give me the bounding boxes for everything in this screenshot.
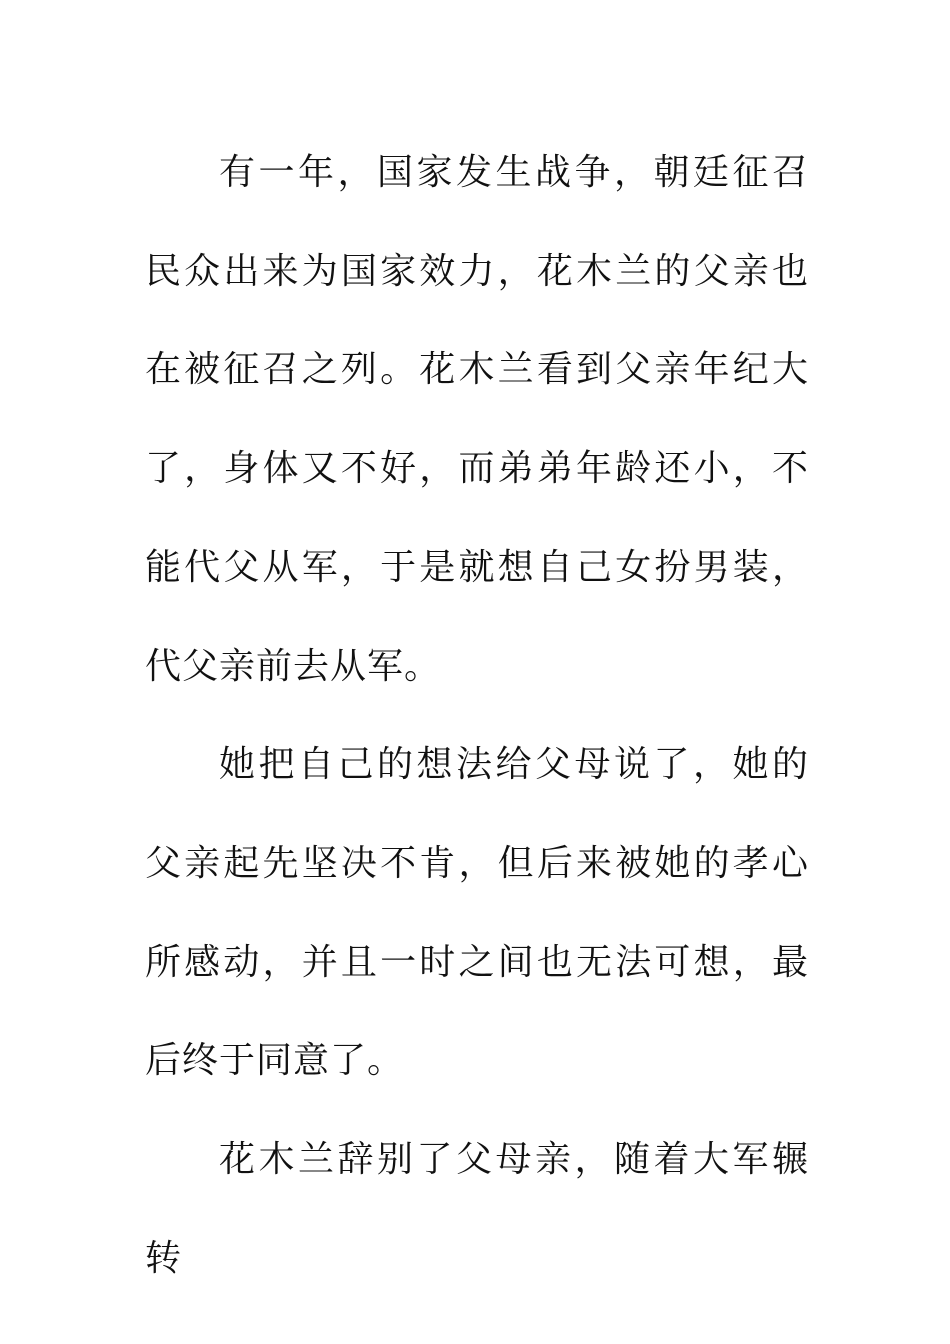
body-text	[145, 124, 809, 1308]
paragraph-2: 她把自己的想法给父母说了，她的父亲起先坚决不肯，但后来被她的孝心所感动，并且一时之间也无法可想，最后终于同意了。	[145, 744, 809, 1082]
paragraph-1: 有一年，国家发生战争，朝廷征召民众出来为国家效力，花木兰的父亲也在被征召之列。花木兰看到父亲年纪大了，身体又不好，而弟弟年龄还小，不能代父从军，于是就想自己女扮男装，代父亲前去从军。	[145, 152, 809, 687]
paragraph-3: 花木兰辞别了父母亲，随着大军辗转	[145, 1139, 809, 1279]
